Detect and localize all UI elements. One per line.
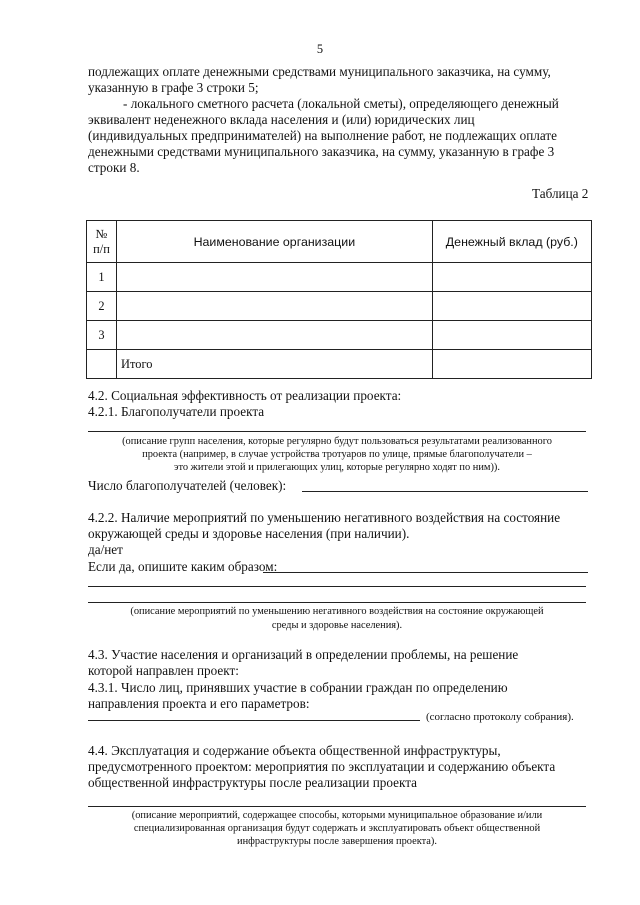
para-line: подлежащих оплате денежными средствами муниципального заказчика, на сумму, bbox=[88, 64, 551, 79]
header-sum: Денежный вклад (руб.) bbox=[432, 221, 591, 263]
input-line[interactable] bbox=[88, 586, 586, 587]
row-num: 2 bbox=[87, 292, 117, 321]
para-line: эквивалент неденежного вклада населения и (или) юридических лиц bbox=[88, 112, 475, 127]
total-sum-cell[interactable] bbox=[432, 350, 591, 379]
input-line[interactable] bbox=[88, 431, 586, 432]
total-label: Итого bbox=[117, 350, 433, 379]
table-total-row bbox=[87, 350, 592, 379]
row-sum-cell[interactable] bbox=[432, 263, 591, 292]
hint-text: (описание мероприятий, содержащее способы, которыми муниципальное образование и/или bbox=[131, 810, 543, 821]
row-sum-cell[interactable] bbox=[432, 292, 591, 321]
section-heading: предусмотренного проектом: мероприятия по эксплуатации и содержанию объекта bbox=[88, 759, 556, 774]
para-line: строки 8. bbox=[88, 160, 140, 175]
row-num: 1 bbox=[87, 263, 117, 292]
input-line[interactable] bbox=[263, 572, 588, 573]
row-name-cell[interactable] bbox=[117, 292, 433, 321]
table-row bbox=[87, 321, 592, 350]
hint-text: инфраструктуры после завершения проекта). bbox=[237, 836, 437, 847]
participants-count-input[interactable] bbox=[88, 720, 420, 721]
hint-text: это жители этой и прилегающих улиц, которые регулярно ходят по ним)). bbox=[174, 462, 500, 473]
row-name-cell[interactable] bbox=[117, 263, 433, 292]
hint-text: (описание мероприятий по уменьшению негативного воздействия на состояние окружающей bbox=[130, 606, 544, 617]
input-line[interactable] bbox=[88, 602, 586, 603]
field-label: Число благополучателей (человек): bbox=[88, 478, 287, 493]
para-line: - локального сметного расчета (локальной сметы), определяющего денежный bbox=[123, 96, 559, 111]
yes-no-text: да/нет bbox=[88, 542, 123, 557]
section-heading: 4.4. Эксплуатация и содержание объекта общественной инфраструктуры, bbox=[88, 743, 501, 758]
total-num bbox=[87, 350, 117, 379]
hint-text: среды и здоровье населения). bbox=[271, 620, 403, 631]
field-label: Если да, опишите каким образом: bbox=[88, 559, 278, 574]
section-heading: общественной инфраструктуры после реализации проекта bbox=[88, 775, 417, 790]
beneficiaries-count-input[interactable] bbox=[302, 491, 588, 492]
table-header-row bbox=[87, 221, 592, 263]
row-num: 3 bbox=[87, 321, 117, 350]
hint-text: проекта (например, в случае устройства тротуаров по улице, прямые благополучатели – bbox=[142, 449, 532, 460]
table-row bbox=[87, 263, 592, 292]
subsection-heading: направления проекта и его параметров: bbox=[88, 696, 310, 711]
row-sum-cell[interactable] bbox=[432, 321, 591, 350]
para-line: денежными средствами муниципального заказчика, на сумму, указанную в графе 3 bbox=[88, 144, 555, 159]
section-heading: 4.2. Социальная эффективность от реализации проекта: bbox=[88, 388, 402, 403]
subsection-heading: окружающей среды и здоровье населения (при наличии). bbox=[88, 526, 410, 541]
subsection-heading: 4.3.1. Число лиц, принявших участие в собрании граждан по определению bbox=[88, 680, 508, 695]
header-num: № п/п bbox=[87, 221, 117, 263]
para-line: указанную в графе 3 строки 5; bbox=[88, 80, 259, 95]
hint-text: (согласно протоколу собрания). bbox=[426, 711, 574, 723]
header-name: Наименование организации bbox=[117, 221, 433, 263]
hint-text: (описание групп населения, которые регулярно будут пользоваться результатами реализованного bbox=[122, 436, 552, 447]
row-name-cell[interactable] bbox=[117, 321, 433, 350]
hint-text: специализированная организация будут содержать и эксплуатировать объект общественной bbox=[133, 823, 541, 834]
subsection-heading: 4.2.2. Наличие мероприятий по уменьшению негативного воздействия на состояние bbox=[88, 510, 561, 525]
table-row bbox=[87, 292, 592, 321]
para-line: (индивидуальных предпринимателей) на выполнение работ, не подлежащих оплате bbox=[88, 128, 558, 143]
table-caption: Таблица 2 bbox=[532, 186, 589, 201]
input-line[interactable] bbox=[88, 806, 586, 807]
subsection-heading: 4.2.1. Благополучатели проекта bbox=[88, 404, 265, 419]
section-heading: 4.3. Участие населения и организаций в определении проблемы, на решение bbox=[88, 647, 519, 662]
section-heading: которой направлен проект: bbox=[88, 663, 239, 678]
page-number: 5 bbox=[316, 42, 324, 56]
organizations-table bbox=[86, 220, 592, 379]
